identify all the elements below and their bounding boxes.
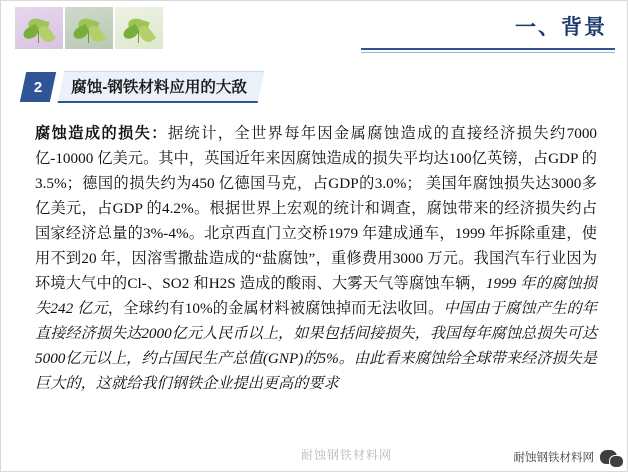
section-banner [23,71,261,103]
center-watermark: 耐蚀钢铁材料网 [301,448,393,462]
section-number-badge [20,72,56,102]
footer-source-label: 耐蚀钢铁材料网 [513,452,594,464]
header-divider [361,48,615,50]
body-part-1: 据统计，全世界每年因金属腐蚀造成的直接经济损失约7000亿-10000 亿美元。其中，英国近年来因腐蚀造成的损失平均达100亿英镑，占GDP 的3.5%；德国的损失约为450 亿德国马克，占GDP的3.0%； 美国年腐蚀损失达3000多亿美元，占GDP 的4.2%。根据世界上宏观的统计和调查，腐蚀带来的经济损失约占国家经济总量的3%-4%。北京西直门立交桥1979 年建成通车，1999 年拆除重建，使用不到20 年，因溶雪撒盐造成的 [35,125,597,267]
body-quote: “盐腐蚀” [255,250,316,267]
footer-source [514,449,618,465]
body-part-3: ，全球约有10%的金属材料被腐蚀掉而无法收回。 [107,300,444,317]
wechat-icon [600,450,617,464]
body-paragraph [35,121,597,396]
page-title: 一、背景 [515,16,607,39]
leaf-swatch-purple-icon [15,7,63,49]
header-divider-thin [361,52,615,53]
body-part-2: ，重修费用3000 万元。我国汽车行业因为环境大气中的Cl-、SO2 和H2S 造成的酸雨、大雾天气等腐蚀车辆， [35,250,598,292]
section-title-plate [58,71,264,103]
body-emph-2: 中国由于腐蚀产生的年直接经济损失达2000亿元人民币以上，如果包括间接损失，我国每年腐蚀总损失可达5000亿元以上，约占国民生产总值(GNP)的5%。由此看来腐蚀给全球带来经济损失是巨大的，这就给我们钢铁企业提出更高的要求 [35,300,598,392]
leaf-swatch-light-icon [115,7,163,49]
body-lead: 腐蚀造成的损失： [35,125,168,142]
body-emph-1: 1999 年的腐蚀损失242 亿元 [35,275,597,317]
section-title: 腐蚀-钢铁材料应用的大敌 [71,79,247,96]
decor-image-strip [15,7,163,49]
leaf-swatch-green-icon [65,7,113,49]
slide-header [1,1,628,61]
section-number: 2 [33,78,43,96]
